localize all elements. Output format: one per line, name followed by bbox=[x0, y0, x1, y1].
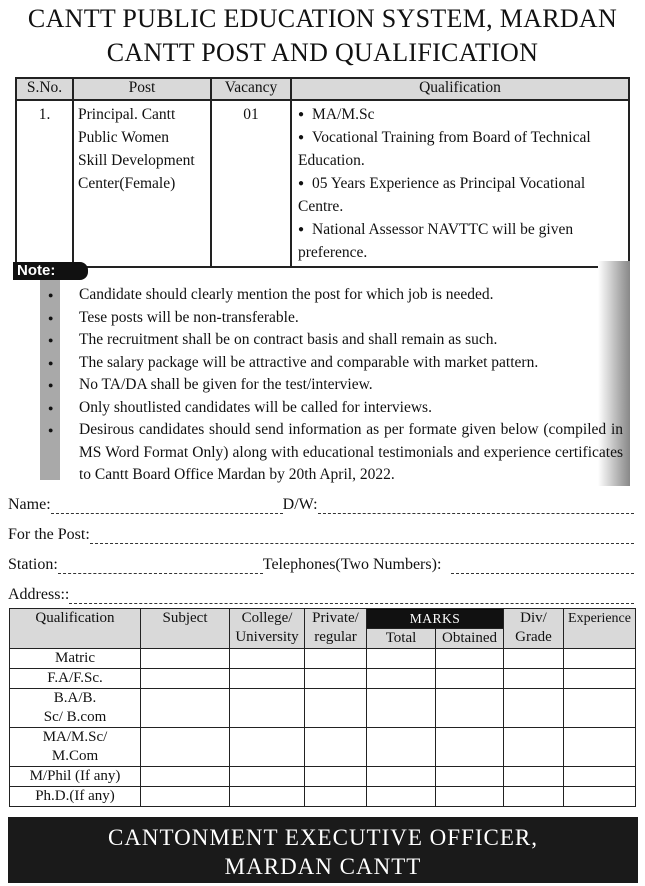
table-cell[interactable] bbox=[436, 728, 504, 767]
address-field[interactable] bbox=[69, 589, 634, 604]
post-line: Skill Development bbox=[78, 152, 195, 169]
table-cell[interactable] bbox=[305, 787, 367, 807]
col-college-line2: University bbox=[235, 629, 299, 645]
telephones-field[interactable] bbox=[451, 559, 634, 574]
dw-field[interactable] bbox=[318, 499, 634, 514]
row-label bbox=[10, 728, 141, 767]
table-cell[interactable] bbox=[367, 767, 436, 787]
col-div-line2: Grade bbox=[515, 629, 552, 645]
col-obtained: Obtained bbox=[436, 629, 504, 649]
table-cell[interactable] bbox=[141, 669, 230, 689]
col-college-line1: College/ bbox=[241, 610, 293, 626]
note-label: Note: bbox=[13, 262, 88, 280]
dw-label: D/W: bbox=[282, 496, 318, 513]
table-cell[interactable] bbox=[230, 728, 305, 767]
list-item: ● Vocational Training from Board of Technical Education. bbox=[296, 126, 624, 172]
list-item: ● Only shoutlisted candidates will be called for interviews. bbox=[45, 397, 623, 420]
table-cell[interactable] bbox=[436, 689, 504, 728]
list-item: ● No TA/DA shall be given for the test/interview. bbox=[45, 374, 623, 397]
col-private bbox=[305, 609, 367, 649]
qualification-list bbox=[296, 103, 624, 264]
list-item: ● Desirous candidates should send information as per formate given below (compiled in MS Word Format Only) along with educational testimonials and experience certificates to Cantt Board Office Mardan by 20th April, 2022. bbox=[45, 419, 623, 487]
table-cell[interactable] bbox=[436, 669, 504, 689]
table-cell[interactable] bbox=[230, 669, 305, 689]
table-cell[interactable] bbox=[367, 689, 436, 728]
form-row-name bbox=[8, 496, 634, 514]
table-cell[interactable] bbox=[564, 728, 636, 767]
table-cell[interactable] bbox=[141, 728, 230, 767]
table-cell[interactable] bbox=[504, 689, 564, 728]
header-title-line1: CANTT PUBLIC EDUCATION SYSTEM, MARDAN bbox=[27, 4, 618, 33]
table-cell[interactable] bbox=[436, 767, 504, 787]
table-cell[interactable] bbox=[504, 787, 564, 807]
table-row bbox=[10, 669, 636, 689]
list-item: ● The salary package will be attractive and comparable with market pattern. bbox=[45, 352, 623, 375]
table-cell[interactable] bbox=[305, 767, 367, 787]
table-cell[interactable] bbox=[230, 649, 305, 669]
table-cell[interactable] bbox=[564, 649, 636, 669]
col-total: Total bbox=[367, 629, 436, 649]
table-cell[interactable] bbox=[141, 649, 230, 669]
col-experience: Experience bbox=[564, 609, 636, 649]
table-cell[interactable] bbox=[436, 649, 504, 669]
col-marks: MARKS bbox=[367, 609, 504, 629]
list-item: ● National Assessor NAVTTC will be given preference. bbox=[296, 218, 624, 264]
col-qualification: Qualification bbox=[10, 609, 141, 649]
station-label: Station: bbox=[8, 556, 58, 573]
table-cell[interactable] bbox=[230, 787, 305, 807]
table-row bbox=[10, 767, 636, 787]
table-row bbox=[10, 728, 636, 767]
row-label: F.A/F.Sc. bbox=[10, 669, 141, 689]
row-label-line: M.Com bbox=[51, 748, 99, 764]
telephones-label: Telephones(Two Numbers): bbox=[262, 556, 442, 573]
col-qualification: Qualification bbox=[291, 78, 629, 100]
list-item: ● Tese posts will be non-transferable. bbox=[45, 307, 623, 330]
row-label bbox=[10, 689, 141, 728]
footer-line1: CANTONMENT EXECUTIVE OFFICER, bbox=[107, 825, 539, 850]
post-line: Principal. Cantt bbox=[78, 106, 176, 123]
form-row-post bbox=[8, 526, 634, 544]
table-cell[interactable] bbox=[564, 689, 636, 728]
table-row bbox=[10, 787, 636, 807]
list-item: ● The recruitment shall be on contract basis and shall remain as such. bbox=[45, 329, 623, 352]
table-cell[interactable] bbox=[367, 669, 436, 689]
table-row bbox=[10, 649, 636, 669]
post-field[interactable] bbox=[90, 529, 634, 544]
col-post: Post bbox=[73, 78, 211, 100]
col-college bbox=[230, 609, 305, 649]
table-cell[interactable] bbox=[504, 767, 564, 787]
name-label: Name: bbox=[8, 496, 51, 513]
form-row-address bbox=[8, 586, 634, 604]
table-cell[interactable] bbox=[305, 649, 367, 669]
address-label: Address:: bbox=[8, 586, 70, 603]
table-cell[interactable] bbox=[367, 728, 436, 767]
row-label-line: B.A/B. bbox=[53, 690, 97, 706]
cell-sno: 1. bbox=[16, 100, 73, 267]
row-label: M/Phil (If any) bbox=[10, 767, 141, 787]
table-cell[interactable] bbox=[367, 649, 436, 669]
table-cell[interactable] bbox=[436, 787, 504, 807]
education-table bbox=[9, 608, 636, 807]
table-row bbox=[16, 100, 629, 267]
post-table bbox=[15, 77, 630, 268]
row-label: Ph.D.(If any) bbox=[10, 787, 141, 807]
table-cell[interactable] bbox=[564, 767, 636, 787]
col-sno: S.No. bbox=[16, 78, 73, 100]
col-div bbox=[504, 609, 564, 649]
table-cell[interactable] bbox=[305, 689, 367, 728]
table-cell[interactable] bbox=[504, 649, 564, 669]
cell-post bbox=[73, 100, 211, 267]
row-label-line: MA/M.Sc/ bbox=[42, 729, 108, 745]
name-field[interactable] bbox=[51, 499, 283, 514]
cell-vacancy: 01 bbox=[211, 100, 291, 267]
list-item: ● Candidate should clearly mention the post for which job is needed. bbox=[45, 284, 623, 307]
table-cell[interactable] bbox=[141, 767, 230, 787]
table-cell[interactable] bbox=[564, 787, 636, 807]
post-line: Center(Female) bbox=[78, 175, 176, 192]
table-cell[interactable] bbox=[230, 767, 305, 787]
footer-signatory bbox=[8, 817, 638, 883]
table-cell[interactable] bbox=[141, 787, 230, 807]
col-private-line2: regular bbox=[314, 629, 357, 645]
table-cell[interactable] bbox=[564, 669, 636, 689]
list-item: ● 05 Years Experience as Principal Vocational Centre. bbox=[296, 172, 624, 218]
col-div-line1: Div/ bbox=[520, 610, 547, 626]
table-cell[interactable] bbox=[504, 669, 564, 689]
row-label-line: Sc/ B.com bbox=[43, 709, 107, 725]
table-cell[interactable] bbox=[367, 787, 436, 807]
col-subject: Subject bbox=[141, 609, 230, 649]
col-vacancy: Vacancy bbox=[211, 78, 291, 100]
table-cell[interactable] bbox=[141, 689, 230, 728]
table-cell[interactable] bbox=[305, 728, 367, 767]
table-cell[interactable] bbox=[504, 728, 564, 767]
form-row-station bbox=[8, 556, 634, 574]
list-item: ● MA/M.Sc bbox=[296, 103, 624, 126]
note-list bbox=[45, 284, 623, 487]
header-title-line2: CANTT POST AND QUALIFICATION bbox=[106, 38, 539, 67]
cell-qualification bbox=[291, 100, 629, 267]
footer-line2: MARDAN CANTT bbox=[224, 854, 422, 879]
table-cell[interactable] bbox=[305, 669, 367, 689]
table-row bbox=[10, 689, 636, 728]
post-label: For the Post: bbox=[8, 526, 90, 543]
post-line: Public Women bbox=[78, 129, 170, 146]
col-private-line1: Private/ bbox=[312, 610, 359, 626]
station-field[interactable] bbox=[58, 559, 263, 574]
table-cell[interactable] bbox=[230, 689, 305, 728]
row-label: Matric bbox=[10, 649, 141, 669]
